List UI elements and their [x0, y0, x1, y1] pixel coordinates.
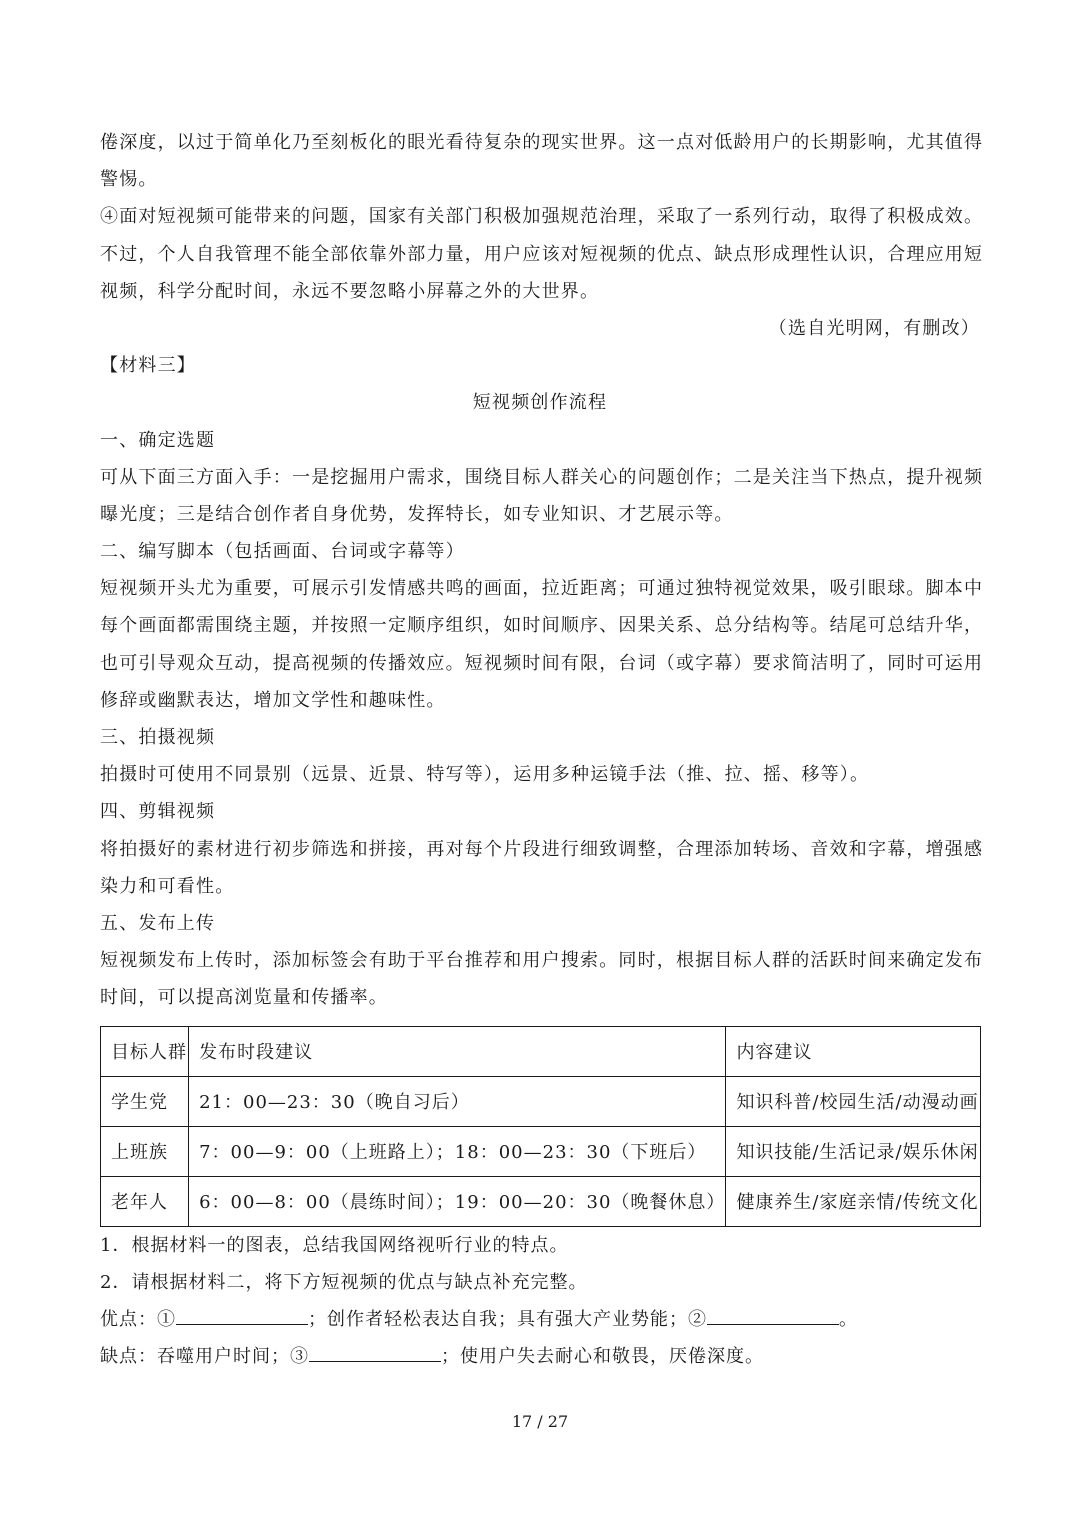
table-row	[101, 1076, 981, 1126]
paragraph-line: 不过，个人自我管理不能全部依靠外部力量，用户应该对短视频的优点、缺点形成理性认识，合理应用短	[100, 243, 984, 265]
paragraph-line: ④面对短视频可能带来的问题，国家有关部门积极加强规范治理，采取了一系列行动，取得了积极成效。	[100, 206, 984, 228]
section-heading: 二、编写脚本（包括画面、台词或字幕等）	[100, 541, 465, 563]
advantages-line	[100, 1301, 980, 1338]
section-line: 也可引导观众互动，提高视频的传播效应。短视频时间有限，台词（或字幕）要求简洁明了，同时可运用	[100, 652, 984, 674]
table-cell: 学生党	[101, 1076, 189, 1126]
section-line: 短视频开头尤为重要，可展示引发情感共鸣的画面，拉近距离；可通过独特视觉效果，吸引眼球。脚本中	[100, 578, 984, 600]
advantages-prefix: 优点：①	[100, 1308, 176, 1330]
table-cell: 21：00—23：30（晚自习后）	[189, 1076, 726, 1126]
page-number: 17 / 27	[511, 1412, 569, 1431]
table-row	[101, 1176, 981, 1226]
paragraph-line: 警惕。	[100, 169, 158, 191]
section-line: 染力和可看性。	[100, 875, 235, 897]
section-heading: 一、确定选题	[100, 429, 216, 451]
section-line: 曝光度；三是结合创作者自身优势，发挥特长，如专业知识、才艺展示等。	[100, 503, 734, 525]
material3-label: 【材料三】	[100, 355, 196, 377]
paragraph-line: 视频，科学分配时间，永远不要忽略小屏幕之外的大世界。	[100, 280, 600, 302]
question-2: 2．请根据材料二，将下方短视频的优点与缺点补充完整。	[100, 1271, 588, 1293]
section-line: 每个画面都需围绕主题，并按照一定顺序组织，如时间顺序、因果关系、总分结构等。结尾可总结升华，	[100, 615, 984, 637]
table-cell: 老年人	[101, 1176, 189, 1226]
table-cell: 健康养生/家庭亲情/传统文化	[726, 1176, 981, 1226]
table-header-cell: 内容建议	[726, 1026, 981, 1076]
table-header-cell: 目标人群	[101, 1026, 189, 1076]
document-page	[100, 124, 984, 1375]
advantages-middle: ；创作者轻松表达自我；具有强大产业势能；②	[308, 1308, 707, 1330]
section-line: 短视频发布上传时，添加标签会有助于平台推荐和用户搜索。同时，根据目标人群的活跃时间来确定发布	[100, 950, 984, 972]
section-heading: 五、发布上传	[100, 912, 216, 934]
answer-blank-2[interactable]	[707, 1304, 839, 1325]
answer-blank-1[interactable]	[176, 1304, 308, 1325]
table-cell: 上班族	[101, 1126, 189, 1176]
disadvantages-end: ；使用户失去耐心和敬畏，厌倦深度。	[441, 1345, 764, 1367]
table-cell: 知识科普/校园生活/动漫动画	[726, 1076, 981, 1126]
section-line: 修辞或幽默表达，增加文学性和趣味性。	[100, 689, 446, 711]
table-cell: 知识技能/生活记录/娱乐休闲	[726, 1126, 981, 1176]
table-header-row	[101, 1026, 981, 1076]
disadvantages-line	[100, 1338, 980, 1375]
table-cell: 6：00—8：00（晨练时间）；19：00—20：30（晚餐休息）	[189, 1176, 726, 1226]
answer-blank-3[interactable]	[309, 1341, 441, 1362]
advantages-end: 。	[839, 1308, 858, 1330]
paragraph-line: 倦深度，以过于简单化乃至刻板化的眼光看待复杂的现实世界。这一点对低龄用户的长期影响，尤其值得	[100, 132, 984, 153]
question-1: 1．根据材料一的图表，总结我国网络视听行业的特点。	[100, 1234, 569, 1256]
section-heading: 四、剪辑视频	[100, 801, 216, 823]
source-citation: （选自光明网，有删改）	[768, 317, 980, 339]
table-row	[101, 1126, 981, 1176]
section-line: 将拍摄好的素材进行初步筛选和拼接，再对每个片段进行细致调整，合理添加转场、音效和字幕，增强感	[100, 838, 984, 860]
table-header-cell: 发布时段建议	[189, 1026, 726, 1076]
flow-title: 短视频创作流程	[472, 392, 608, 414]
section-heading: 三、拍摄视频	[100, 727, 216, 748]
section-line: 可从下面三方面入手：一是挖掘用户需求，围绕目标人群关心的问题创作；二是关注当下热点，提升视频	[100, 466, 984, 488]
publish-schedule-table	[100, 1026, 981, 1227]
section-line: 时间，可以提高浏览量和传播率。	[100, 987, 388, 1009]
table-cell: 7：00—9：00（上班路上）；18：00—23：30（下班后）	[189, 1126, 726, 1176]
section-line: 拍摄时可使用不同景别（远景、近景、特写等），运用多种运镜手法（推、拉、摇、移等）。	[100, 764, 870, 786]
disadvantages-prefix: 缺点：吞噬用户时间；③	[100, 1345, 309, 1367]
